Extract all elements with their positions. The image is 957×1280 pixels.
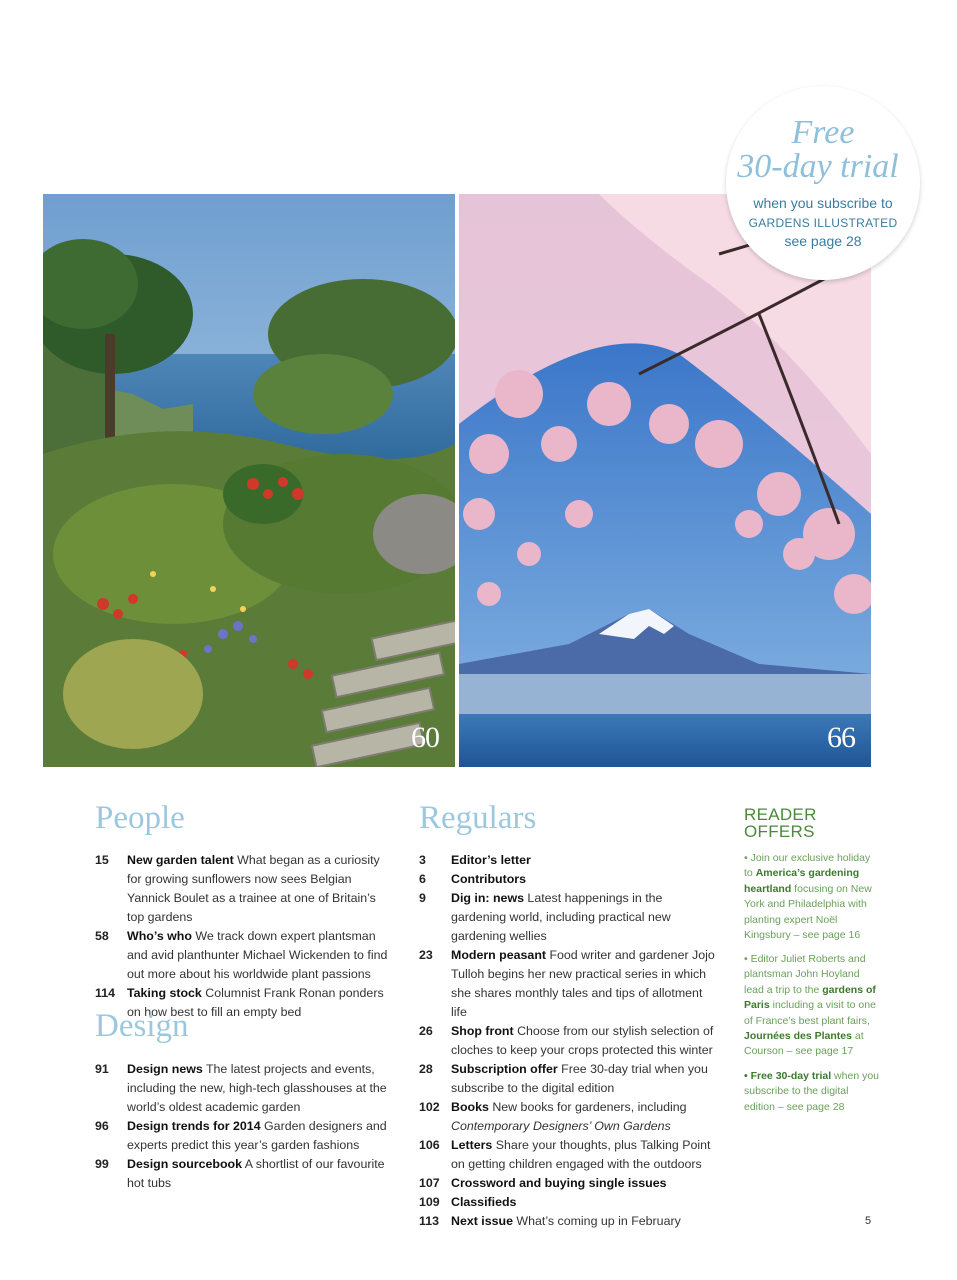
page-number: 91 [95, 1062, 109, 1076]
list-item[interactable] [419, 1098, 715, 1136]
item-description: What’s coming up in February [512, 1214, 681, 1228]
cherry-blossom-photo [459, 194, 871, 767]
item-title: Design trends for 2014 [127, 1119, 261, 1133]
offer-text: at Courson – see page 17 [744, 1030, 864, 1058]
page-number: 107 [419, 1176, 440, 1190]
item-title: Editor’s letter [451, 853, 531, 867]
list-item[interactable] [419, 1174, 715, 1193]
page-number: 28 [419, 1062, 433, 1076]
offer-highlight: Journées des Plantes [744, 1030, 852, 1043]
page-number: 113 [419, 1214, 439, 1228]
list-item[interactable] [419, 1212, 715, 1231]
offer-highlight: America’s gardening heartland [744, 867, 860, 895]
item-description: A shortlist of our favourite hot tubs [127, 1157, 385, 1190]
list-item[interactable] [95, 1117, 395, 1155]
badge-magazine-name: GARDENS ILLUSTRATED [748, 216, 898, 230]
regulars-heading: Regulars [419, 800, 537, 836]
page-number: 26 [419, 1024, 433, 1038]
list-item[interactable] [419, 889, 715, 946]
item-description: Columnist Frank Ronan ponders on how best to fill an empty bed [127, 986, 384, 1019]
item-title: Shop front [451, 1024, 514, 1038]
offer-text: focusing on New York and Philadelphia with planting expert Noël Kingsbury – see page 16 [744, 882, 872, 942]
item-title: Letters [451, 1138, 493, 1152]
page-number: 15 [95, 853, 109, 867]
item-title: Taking stock [127, 986, 202, 1000]
item-description: Free 30-day trial when you subscribe to the digital edition [451, 1062, 708, 1095]
people-heading: People [95, 800, 185, 836]
badge-subscribe-text: when you subscribe to [753, 195, 893, 211]
page-number: 114 [95, 986, 115, 1000]
page-number: 23 [419, 948, 433, 962]
book-title: Contemporary Designers’ Own Gardens [451, 1119, 671, 1133]
offer-america[interactable] [744, 851, 880, 943]
page-reference-66: 66 [827, 721, 855, 754]
page-number: 102 [419, 1100, 440, 1114]
offer-text: • Editor Juliet Roberts and plantsman John Hoyland lead a trip to the [744, 953, 866, 996]
list-item[interactable] [419, 946, 715, 1022]
item-description: Share your thoughts, plus Talking Point on getting children engaged with the outdoors [451, 1138, 711, 1171]
list-item[interactable] [95, 1060, 395, 1117]
item-title: Next issue [451, 1214, 513, 1228]
item-title: Crossword and buying single issues [451, 1176, 667, 1190]
list-item[interactable] [95, 1155, 395, 1193]
list-item[interactable] [419, 870, 715, 889]
item-description: What began as a curiosity for growing sunflowers now sees Belgian Yannick Boulet as a trainee at one of Britain’s top gardens [127, 853, 380, 924]
offer-free-trial[interactable] [744, 1069, 880, 1115]
item-description: The latest projects and events, including the new, high-tech glasshouses at the world’s oldest academic garden [127, 1062, 387, 1114]
item-description: Latest happenings in the gardening world, including practical new gardening wellies [451, 891, 671, 943]
regulars-list [419, 851, 715, 1231]
item-title: Dig in: news [451, 891, 524, 905]
coastal-garden-image [43, 194, 455, 767]
design-heading: Design [95, 1008, 189, 1044]
item-title: Design sourcebook [127, 1157, 242, 1171]
list-item[interactable] [95, 851, 395, 927]
people-list [95, 851, 395, 1022]
list-item[interactable] [419, 1060, 715, 1098]
reader-offers-heading: READER OFFERS [744, 805, 817, 841]
page-number: 3 [419, 853, 426, 867]
item-title: Subscription offer [451, 1062, 558, 1076]
item-description: Garden designers and experts predict this year’s garden fashions [127, 1119, 387, 1152]
item-description: New books for gardeners, including [488, 1100, 687, 1114]
list-item[interactable] [419, 1136, 715, 1174]
page-number-folio: 5 [865, 1215, 872, 1227]
item-title: New garden talent [127, 853, 234, 867]
item-description: We track down expert plantsman and avid planthunter Michael Wickenden to find out more about his worldwide plant passions [127, 929, 388, 981]
badge-free-text: Free [791, 114, 855, 151]
page-number: 96 [95, 1119, 109, 1133]
offer-paris[interactable] [744, 952, 880, 1060]
item-title: Classifieds [451, 1195, 517, 1209]
offer-text: including a visit to one of France’s best plant fairs, [744, 999, 876, 1027]
page-number: 9 [419, 891, 426, 905]
list-item[interactable] [419, 851, 715, 870]
offer-text: when you subscribe to the digital edition – see page 28 [744, 1070, 880, 1113]
page-number: 99 [95, 1157, 109, 1171]
offer-highlight: • Free 30-day trial [744, 1070, 832, 1082]
item-title: Contributors [451, 872, 527, 886]
item-title: Books [451, 1100, 489, 1114]
page-reference-60: 60 [411, 721, 439, 754]
offer-text: • Join our exclusive holiday to [744, 852, 871, 880]
design-list [95, 1060, 395, 1193]
mount-fuji-image [459, 194, 871, 767]
page-number: 106 [419, 1138, 440, 1152]
item-description: Food writer and gardener Jojo Tulloh begins her new practical series in which she shares monthly tales and tips of allotment life [451, 948, 715, 1019]
garden-photo [43, 194, 455, 767]
page-number: 109 [419, 1195, 440, 1209]
badge-page-reference: see page 28 [784, 233, 862, 249]
item-title: Who’s who [127, 929, 192, 943]
list-item[interactable] [419, 1193, 715, 1212]
page-number: 58 [95, 929, 109, 943]
item-description: Choose from our stylish selection of cloches to keep your crops protected this winter [451, 1024, 714, 1057]
page-number: 6 [419, 872, 426, 886]
free-trial-badge[interactable] [726, 86, 920, 280]
offer-highlight: gardens of Paris [744, 983, 876, 1012]
item-title: Modern peasant [451, 948, 547, 962]
list-item[interactable] [419, 1022, 715, 1060]
item-title: Design news [127, 1062, 203, 1076]
badge-trial-text: 30-day trial [737, 148, 899, 185]
list-item[interactable] [95, 927, 395, 984]
